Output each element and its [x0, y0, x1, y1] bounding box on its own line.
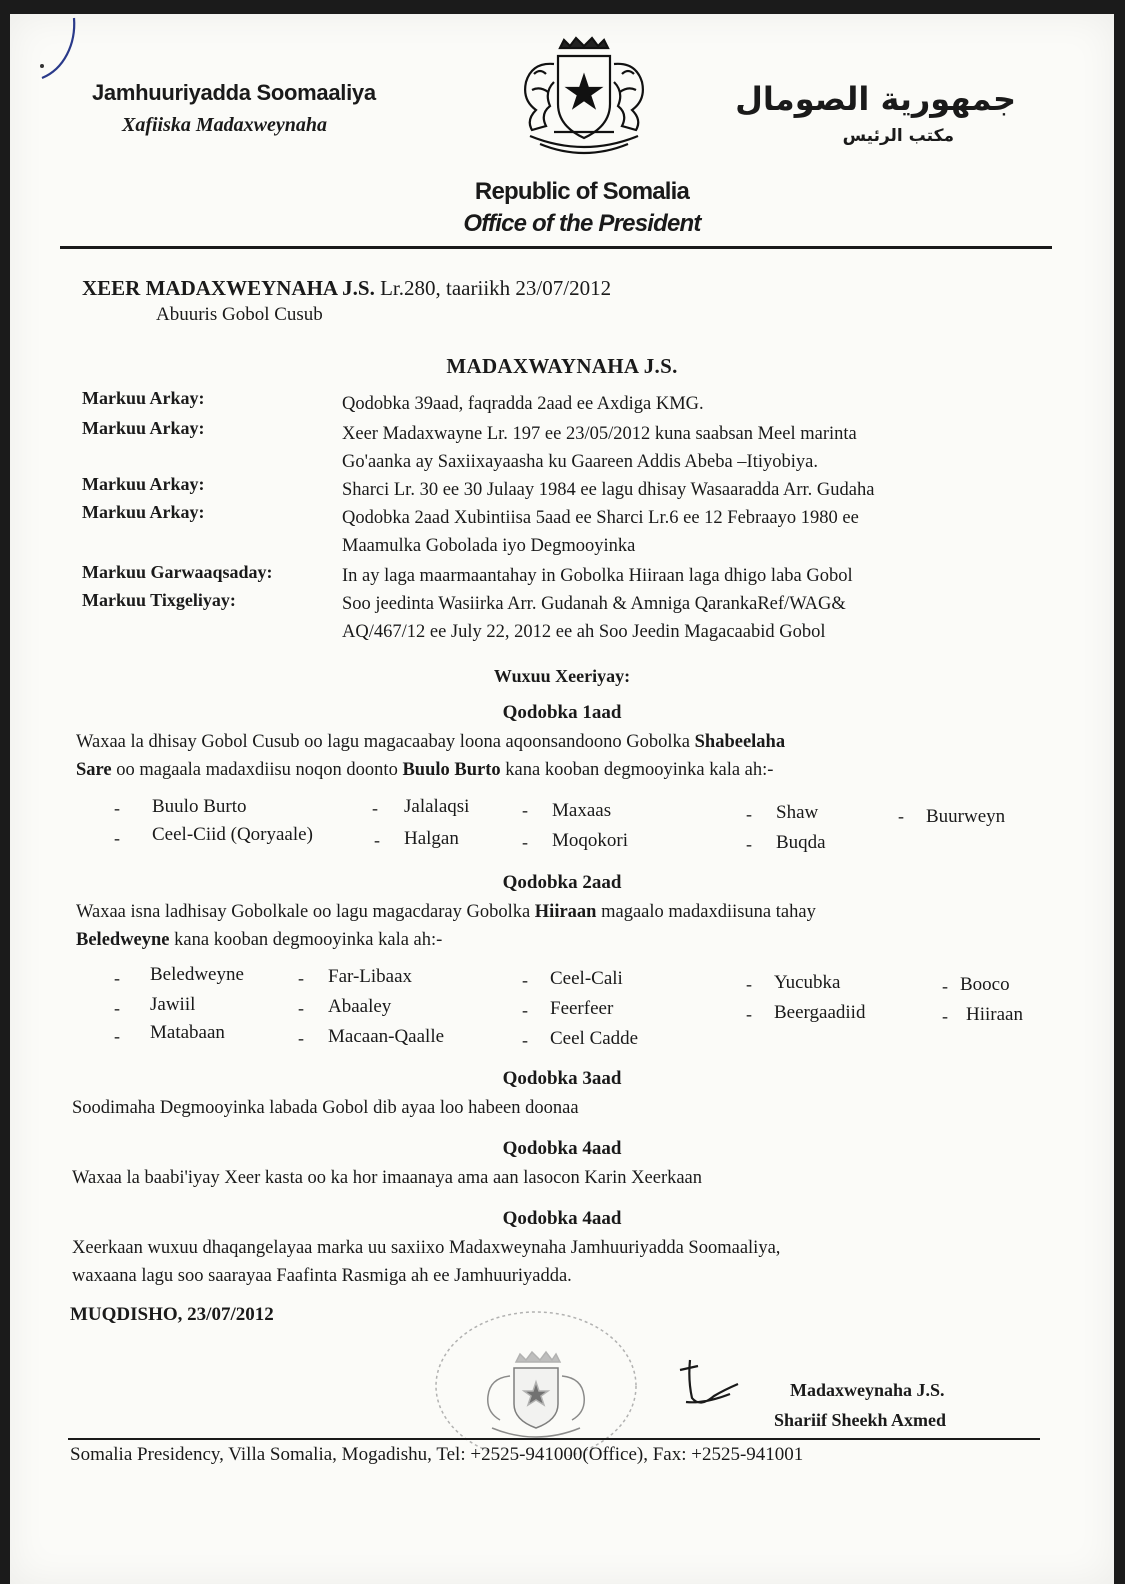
article-text: Xeerkaan wuxuu dhaqangelayaa marka uu saxiixo Madaxweynaha Jamhuuriyadda Soomaaliya, — [72, 1238, 781, 1258]
district-item: Beledweyne — [150, 964, 244, 985]
bullet: - — [372, 798, 378, 818]
header-somali-office: Xafiiska Madaxweynaha — [122, 114, 328, 136]
article-text: Beledweyne kana kooban degmooyinka kala ah:- — [76, 930, 443, 950]
district-item: Abaaley — [328, 996, 392, 1017]
recital-text: Qodobka 2aad Xubintiisa 5aad ee Sharci Lr.6 ee 12 Febraayo 1980 ee — [342, 508, 859, 528]
bullet: - — [374, 830, 380, 850]
decree-heading: MADAXWAYNAHA J.S. — [446, 354, 678, 378]
place-date: MUQDISHO, 23/07/2012 — [70, 1304, 274, 1325]
article-heading: Qodobka 2aad — [502, 872, 622, 893]
signatory-name: Shariif Sheekh Axmed — [774, 1410, 947, 1430]
header-divider — [60, 246, 1052, 249]
signature-mark — [670, 1350, 750, 1420]
article-text: Waxaa la baabi'iyay Xeer kasta oo ka hor imaanaya ama aan lasocon Karin Xeerkaan — [72, 1168, 703, 1188]
recital-label: Markuu Garwaaqsaday: — [82, 562, 273, 582]
district-item: Ceel-Cali — [550, 968, 623, 989]
recital-label: Markuu Arkay: — [82, 502, 205, 522]
district-item: Feerfeer — [550, 998, 614, 1019]
bullet: - — [746, 1004, 752, 1024]
recital-text: Go'aanka ay Saxiixayaasha ku Gaareen Addis Abeba –Itiyobiya. — [342, 452, 818, 472]
bullet: - — [522, 1030, 528, 1050]
recital-text: Sharci Lr. 30 ee 30 Julaay 1984 ee lagu dhisay Wasaaradda Arr. Gudaha — [342, 480, 875, 500]
bullet: - — [522, 832, 528, 852]
recital-label: Markuu Arkay: — [82, 474, 205, 494]
bullet: - — [114, 968, 120, 988]
article-text: waxaana lagu soo saarayaa Faafinta Rasmiga ah ee Jamhuuriyadda. — [72, 1266, 572, 1286]
district-item: Halgan — [404, 828, 459, 849]
bullet: - — [942, 976, 948, 996]
recital-label: Markuu Arkay: — [82, 418, 205, 438]
district-item: Ceel-Ciid (Qoryaale) — [152, 824, 313, 845]
article-heading: Qodobka 1aad — [502, 702, 622, 723]
article-text: Waxaa isna ladhisay Gobolkale oo lagu magacdaray Gobolka Hiiraan magaalo madaxdiisuna tahay — [76, 902, 816, 922]
district-item: Matabaan — [150, 1022, 225, 1043]
decree-title: XEER MADAXWEYNAHA J.S. Lr.280, taariikh 23/07/2012 — [82, 276, 612, 300]
district-item: Maxaas — [552, 800, 612, 821]
coat-of-arms-icon — [510, 34, 658, 162]
bullet: - — [114, 1026, 120, 1046]
bullet: - — [898, 806, 904, 826]
bullet: - — [746, 804, 752, 824]
header-arabic-title: جمهورية الصومال — [735, 80, 1016, 118]
bullet: - — [114, 828, 120, 848]
article-heading: Qodobka 4aad — [502, 1138, 622, 1159]
document-page — [10, 14, 1114, 1584]
recital-text: Maamulka Gobolada iyo Degmooyinka — [342, 536, 636, 556]
district-item: Moqokori — [552, 830, 628, 851]
bullet: - — [298, 998, 304, 1018]
district-item: Buqda — [776, 832, 826, 853]
bullet: - — [942, 1006, 948, 1026]
bullet: - — [114, 798, 120, 818]
bullet: - — [746, 974, 752, 994]
signatory-role: Madaxweynaha J.S. — [790, 1380, 945, 1400]
decided-heading: Wuxuu Xeeriyay: — [493, 666, 631, 686]
article-heading: Qodobka 3aad — [502, 1068, 622, 1089]
recital-text: Qodobka 39aad, faqradda 2aad ee Axdiga KMG. — [342, 394, 704, 414]
pen-mark — [24, 14, 84, 94]
recital-text: Soo jeedinta Wasiirka Arr. Gudanah & Amniga QarankaRef/WAG& — [342, 594, 846, 614]
article-text: Waxaa la dhisay Gobol Cusub oo lagu magacaabay loona aqoonsandoono Gobolka Shabeelaha — [76, 732, 786, 752]
district-item: Macaan-Qaalle — [328, 1026, 445, 1047]
official-stamp — [426, 1296, 646, 1456]
district-item: Jawiil — [150, 994, 196, 1015]
footer-divider — [68, 1438, 1040, 1440]
article-text: Sare oo magaala madaxdiisu noqon doonto Buulo Burto kana kooban degmooyinka kala ah:- — [76, 760, 774, 780]
district-item: Buurweyn — [926, 806, 1006, 827]
bullet: - — [746, 834, 752, 854]
article-heading: Qodobka 4aad — [502, 1208, 622, 1229]
bullet: - — [522, 1000, 528, 1020]
district-item: Far-Libaax — [328, 966, 413, 987]
recital-text: In ay laga maarmaantahay in Gobolka Hiiraan laga dhigo laba Gobol — [342, 566, 853, 586]
bullet: - — [522, 800, 528, 820]
district-item: Shaw — [776, 802, 819, 823]
decree-subtitle: Abuuris Gobol Cusub — [156, 304, 323, 325]
bullet: - — [114, 998, 120, 1018]
district-item: Booco — [960, 974, 1010, 995]
header-somali-title: Jamhuuriyadda Soomaaliya — [92, 80, 376, 105]
recital-label: Markuu Tixgeliyay: — [82, 590, 236, 610]
recital-label: Markuu Arkay: — [82, 388, 205, 408]
district-item: Yucubka — [774, 972, 841, 993]
district-item: Ceel Cadde — [550, 1028, 639, 1049]
article-text: Soodimaha Degmooyinka labada Gobol dib ayaa loo habeen doonaa — [72, 1098, 579, 1118]
district-item: Jalalaqsi — [404, 796, 470, 817]
header-english-title: Republic of Somalia — [474, 178, 690, 205]
bullet: - — [298, 1028, 304, 1048]
district-item: Buulo Burto — [152, 796, 247, 817]
header-english-office: Office of the President — [463, 210, 701, 237]
bullet: - — [298, 968, 304, 988]
recital-text: Xeer Madaxwayne Lr. 197 ee 23/05/2012 kuna saabsan Meel marinta — [342, 424, 857, 444]
recital-text: AQ/467/12 ee July 22, 2012 ee ah Soo Jeedin Magacaabid Gobol — [342, 622, 826, 642]
footer-contact: Somalia Presidency, Villa Somalia, Mogadishu, Tel: +2525-941000(Office), Fax: +2525-941001 — [70, 1444, 804, 1465]
district-item: Hiiraan — [966, 1004, 1023, 1025]
bullet: - — [522, 970, 528, 990]
header-arabic-office: مكتب الرئيس — [842, 126, 954, 146]
district-item: Beergaadiid — [774, 1002, 866, 1023]
